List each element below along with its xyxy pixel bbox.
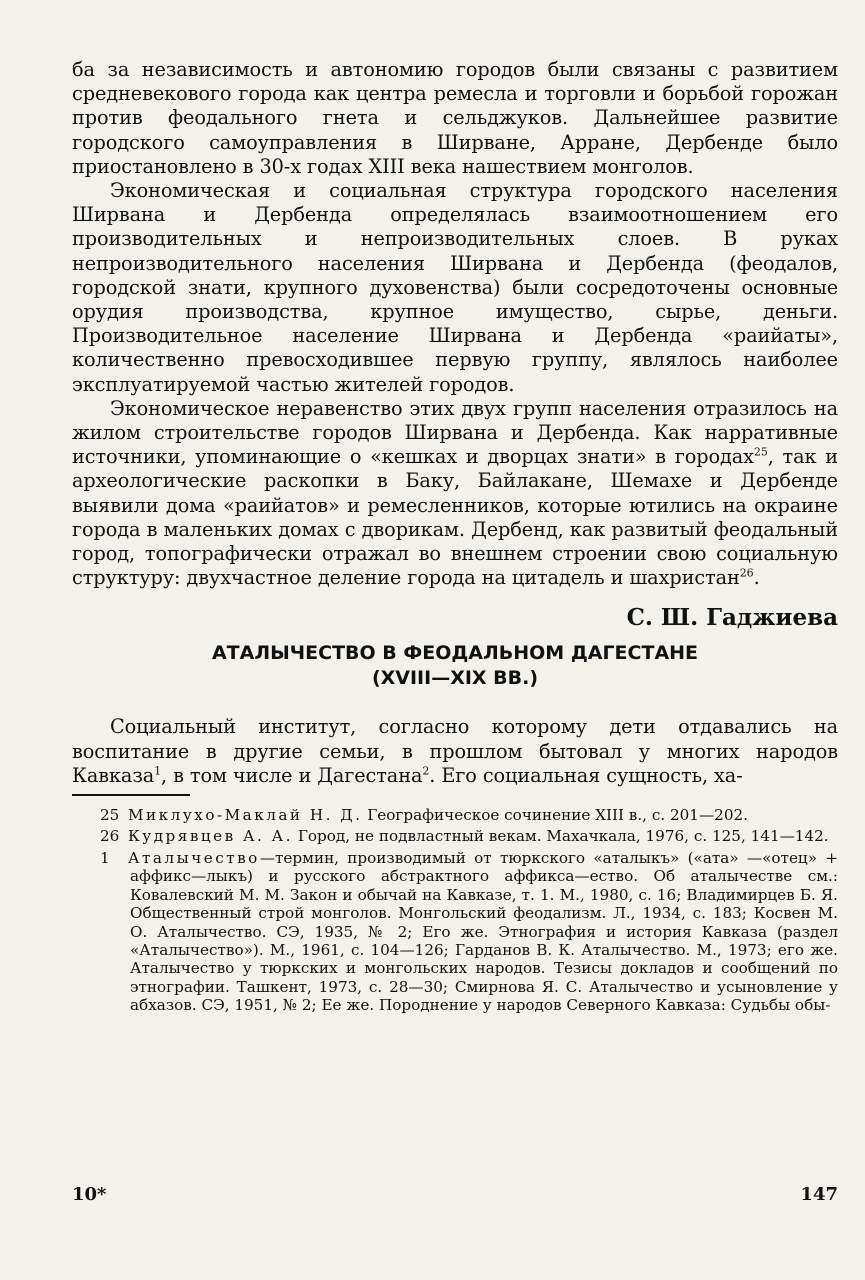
paragraph-text: Экономическое неравенство этих двух групп населения отразилось на жилом строительстве городов Ширвана и Дербенда. Как нарративные источники, упоминающие о «кешках и дворцах знати» в городах [72,396,838,469]
signature-mark: 10* [72,1184,107,1205]
footnote-25 [72,806,838,824]
paragraph-text: , так и археологические раскопки в Баку, Байлакане, Шемахе и Дербенде выявили дома «раийатов» и ремесленников, которые ютились на окраине города в маленьких домах с дворикам. Дербенд, как развитый феодальный город, топографически отражал во внешнем строении свою социальную структуру: двухчастное деление города на цитадель и шахристан [72,445,838,590]
footnote-ref-1: 1 [154,764,162,778]
page-number: 147 [800,1184,838,1205]
body-paragraph-2: Экономическая и социальная структура городского населения Ширвана и Дербенда определялась взаимоотношением его производительных и непроизводительных слоев. В руках непроизводительного населения Ширвана и Дербенда (феодалов, городской знати, крупного духовенства) были сосредоточены основные орудия производства, крупное имущество, сырье, деньги. Производительное население Ширвана и Дербенда «раийаты», количественно превосходившее первую группу, являлось наиболее эксплуатируемой частью жителей городов. [72,179,838,396]
footnote-divider [72,794,190,796]
footnotes [72,806,838,1014]
paragraph-text: , в том числе и Дагестана [161,763,423,787]
footnote-number: 26 [100,827,120,846]
paragraph-text: . [753,566,760,590]
body-paragraph-1: ба за независимость и автономию городов были связаны с развитием средневекового города как центра ремесла и торговли и борьбой горожан против феодального гнета и сельджуков. Дальнейшее развитие городского самоуправления в Ширване, Арране, Дербенде было приостановлено в 30-х годах XIII века нашествием монголов. [72,58,838,178]
footnote-number: 1 [100,848,110,867]
footnote-text: Географическое сочинение XIII в., с. 201—202. [362,806,748,825]
article-title-line-1: АТАЛЫЧЕСТВО В ФЕОДАЛЬНОМ ДАГЕСТАНЕ [211,642,699,665]
article-paragraph-1 [72,715,838,788]
page-footer [72,1184,838,1205]
footnote-author: Миклухо-Маклай Н. Д. [128,806,363,825]
footnote-ref-26: 26 [739,566,754,580]
article-author: С. Ш. Гаджиева [626,604,838,632]
article-title [72,641,838,691]
footnote-1 [72,849,838,1015]
footnote-26 [72,827,838,845]
footnote-author: Аталычество [128,848,260,867]
article-title-line-2: (XVIII—XIX ВВ.) [371,667,539,690]
paragraph-text: . Его социальная сущность, ха- [429,763,743,787]
paragraph-text: Социальный институт, согласно которому дети отдавались на воспитание в другие семьи, в прошлом бытовал у многих народов Кавказа [72,715,838,787]
page-content [72,58,838,1018]
footnote-ref-2: 2 [422,764,430,778]
footnote-text: —термин, производимый от тюркского «аталыкъ» («ата» —«отец» + аффикс—лыкъ) и русского абстрактного аффикса—ество. Об аталычестве см.: Ковалевский М. М. Закон и обычай на Кавказе, т. 1. М., 1980, с. 16; Владимирцев Б. Я. Общественный строй монголов. Монгольский феодализм. Л., 1934, с. 183; Косвен М. О. Аталычество. СЭ, 1935, № 2; Его же. Этнография и история Кавказа (раздел «Аталычество»). М., 1961, с. 104—126; Гарданов В. К. Аталычество. М., 1973; его же. Аталычество у тюркских и монгольских народов. Тезисы докладов и сообщений по этнографии. Ташкент, 1973, с. 28—30; Смирнова Я. С. Аталычество и усыновление у абхазов. СЭ, 1951, № 2; Ее же. Породнение у народов Северного Кавказа: Судьбы обы- [130,848,838,1015]
footnote-author: Кудрявцев А. А. [128,827,294,846]
footnote-number: 25 [100,806,120,825]
body-paragraph-3 [72,397,838,591]
footnote-ref-25: 25 [753,445,768,459]
footnote-text: Город, не подвластный векам. Махачкала, 1976, с. 125, 141—142. [293,827,829,846]
